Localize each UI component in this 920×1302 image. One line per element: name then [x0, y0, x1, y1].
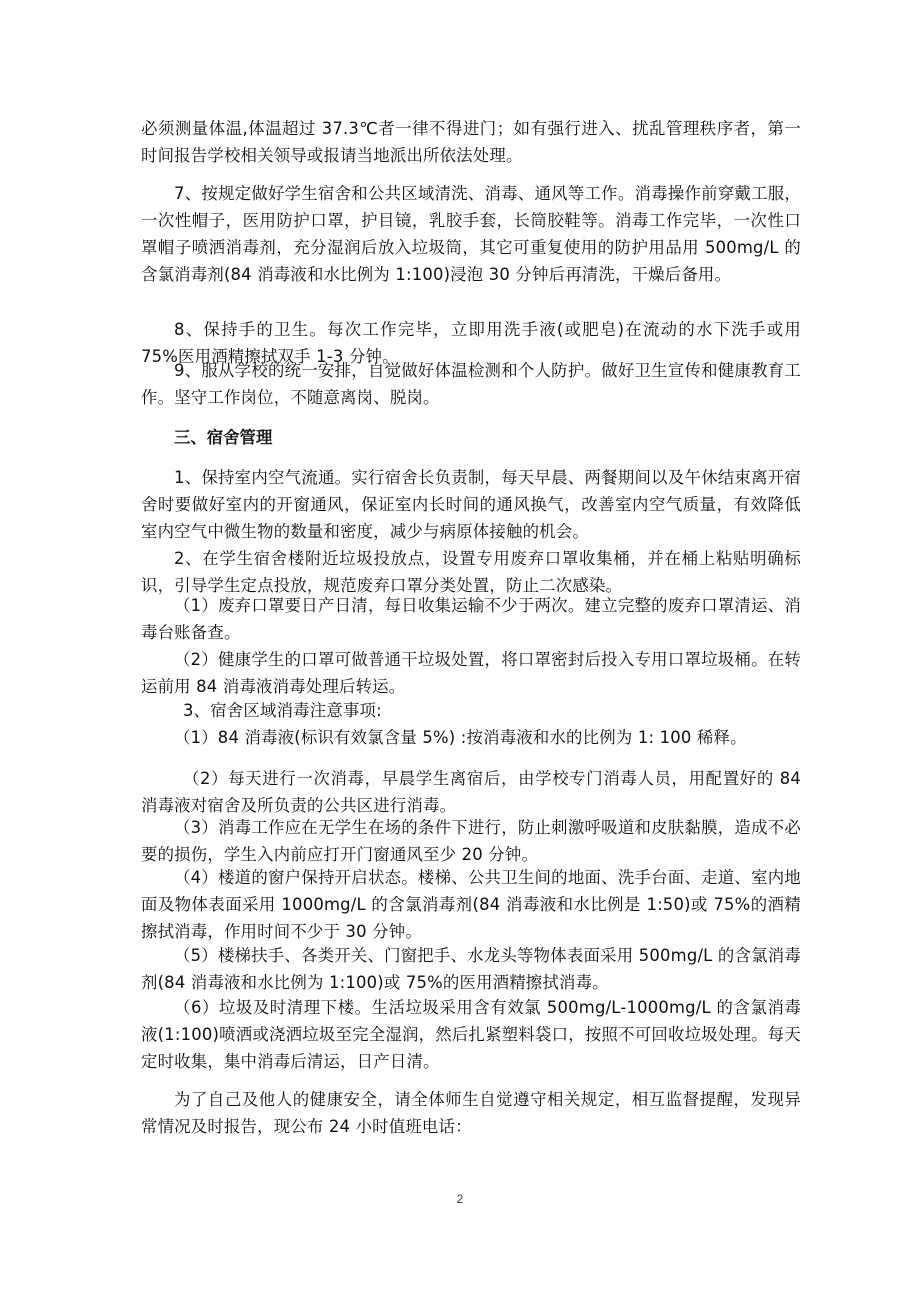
paragraph-dorm-3-5 — [141, 942, 801, 996]
paragraph-text: 3、宿舍区域消毒注意事项: — [183, 701, 382, 720]
paragraph-dorm-3 — [141, 697, 801, 724]
paragraph-text: 7、按规定做好学生宿舍和公共区域清洗、消毒、通风等工作。消毒操作前穿戴工服，一次性帽子，医用防护口罩，护目镜，乳胶手套，长筒胶鞋等。消毒工作完毕，一次性口罩帽子喷洒消毒剂，充分湿润后放入垃圾筒，其它可重复使用的防护用品用 500mg/L 的含氯消毒剂(84 消毒液和水比例为 1:100)浸泡 30 分钟后再清洗，干燥后备用。 — [141, 184, 801, 284]
paragraph-item-9 — [141, 357, 801, 411]
paragraph-entry-check — [141, 115, 801, 169]
section-heading-dorm — [141, 424, 801, 451]
paragraph-dorm-3-6 — [141, 994, 801, 1075]
paragraph-text: 必须测量体温,体温超过 37.3℃者一律不得进门；如有强行进入、扰乱管理秩序者，第一时间报告学校相关领导或报请当地派出所依法处理。 — [141, 119, 801, 165]
paragraph-text: （1）84 消毒液(标识有效氯含量 5%) :按消毒液和水的比例为 1: 100 稀释。 — [174, 728, 747, 747]
paragraph-text: 为了自己及他人的健康安全，请全体师生自觉遵守相关规定，相互监督提醒，发现异常情况及时报告，现公布 24 小时值班电话： — [141, 1090, 801, 1136]
paragraph-text: 8、保持手的卫生。每次工作完毕，立即用洗手液(或肥皂)在流动的水下洗手或用 75%医用酒精擦拭双手 1-3 分钟。 — [141, 320, 801, 366]
paragraph-dorm-2 — [141, 545, 801, 599]
paragraph-text: （1）废弃口罩要日产日清，每日收集运输不少于两次。建立完整的废弃口罩清运、消毒台账备查。 — [141, 596, 801, 642]
paragraph-text: 2、在学生宿舍楼附近垃圾投放点，设置专用废弃口罩收集桶，并在桶上粘贴明确标识，引导学生定点投放，规范废弃口罩分类处置，防止二次感染。 — [141, 549, 801, 595]
paragraph-closing — [141, 1086, 801, 1140]
paragraph-text: 9、服从学校的统一安排，自觉做好体温检测和个人防护。做好卫生宣传和健康教育工作。坚守工作岗位，不随意离岗、脱岗。 — [141, 361, 801, 407]
paragraph-dorm-2-1 — [141, 592, 801, 646]
paragraph-item-7 — [141, 180, 801, 288]
paragraph-text: （6）垃圾及时清理下楼。生活垃圾采用含有效氯 500mg/L-1000mg/L 的含氯消毒液(1:100)喷洒或浇洒垃圾至完全湿润，然后扎紧塑料袋口，按照不可回收垃圾处理。每天定时收集，集中消毒后清运，日产日清。 — [141, 998, 801, 1071]
paragraph-dorm-2-2 — [141, 646, 801, 700]
paragraph-text: （2）每天进行一次消毒，早晨学生离宿后，由学校专门消毒人员，用配置好的 84 消毒液对宿舍及所负责的公共区进行消毒。 — [141, 769, 801, 815]
page-number: 2 — [456, 1192, 464, 1206]
paragraph-text: （3）消毒工作应在无学生在场的条件下进行，防止刺激呼吸道和皮肤黏膜，造成不必要的损伤，学生入内前应打开门窗通风至少 20 分钟。 — [141, 818, 801, 864]
paragraph-dorm-3-1 — [141, 724, 801, 751]
paragraph-text: 1、保持室内空气流通。实行宿舍长负责制，每天早晨、两餐期间以及午休结束离开宿舍时要做好室内的开窗通风，保证室内长时间的通风换气，改善室内空气质量，有效降低室内空气中微生物的数量和密度，减少与病原体接触的机会。 — [141, 468, 801, 541]
paragraph-text: （2）健康学生的口罩可做普通干垃圾处置，将口罩密封后投入专用口罩垃圾桶。在转运前用 84 消毒液消毒处理后转运。 — [141, 650, 801, 696]
paragraph-text: （5）楼梯扶手、各类开关、门窗把手、水龙头等物体表面采用 500mg/L 的含氯消毒剂(84 消毒液和水比例为 1:100)或 75%的医用酒精擦拭消毒。 — [141, 946, 801, 992]
paragraph-dorm-3-4 — [141, 864, 801, 945]
paragraph-dorm-3-3 — [141, 814, 801, 868]
paragraph-dorm-1 — [141, 464, 801, 545]
paragraph-text: （4）楼道的窗户保持开启状态。楼梯、公共卫生间的地面、洗手台面、走道、室内地面及物体表面采用 1000mg/L 的含氯消毒剂(84 消毒液和水比例是 1:50)或 75%的酒精擦拭消毒，作用时间不少于 30 分钟。 — [141, 868, 801, 941]
paragraph-dorm-3-2 — [141, 765, 801, 819]
section-heading-text: 三、宿舍管理 — [174, 428, 273, 447]
